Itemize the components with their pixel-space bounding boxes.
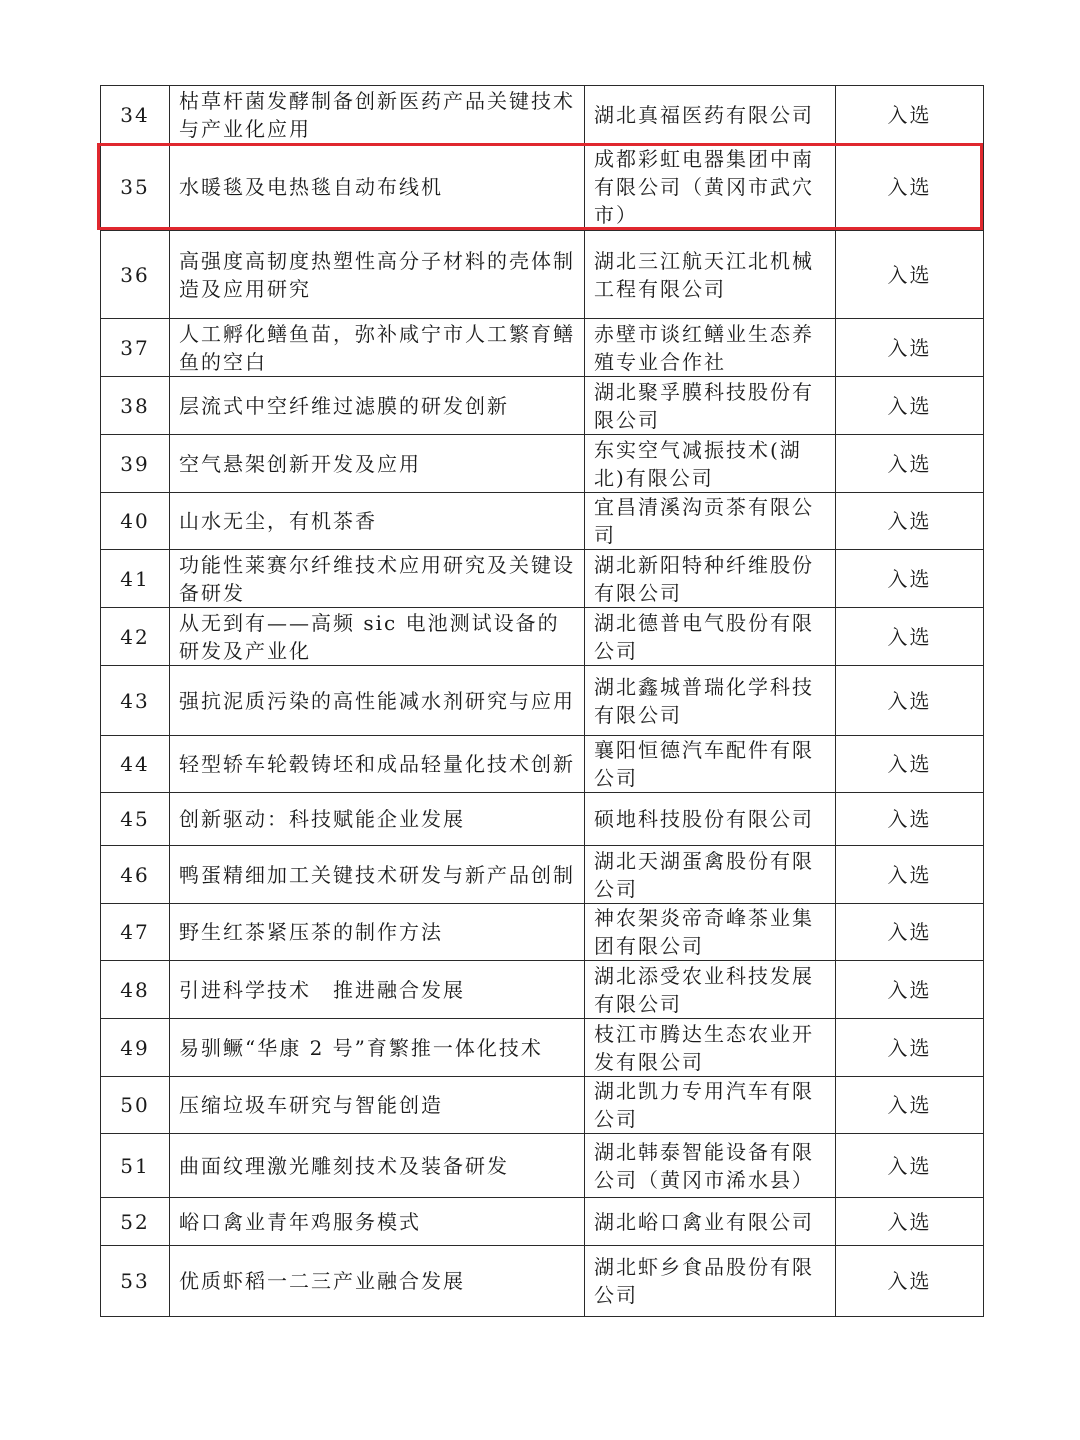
row-number: 34 (101, 86, 170, 144)
row-number: 45 (101, 793, 170, 846)
result-status: 入选 (836, 846, 984, 904)
project-name: 枯草杆菌发酵制备创新医药产品关键技术与产业化应用 (170, 86, 585, 144)
project-name: 山水无尘，有机茶香 (170, 493, 585, 550)
result-status: 入选 (836, 435, 984, 493)
organization-name: 湖北添受农业科技发展有限公司 (585, 961, 836, 1019)
organization-name: 赤壁市谈红鳝业生态养殖专业合作社 (585, 319, 836, 377)
table-row (101, 736, 984, 793)
row-number: 48 (101, 961, 170, 1019)
organization-name: 硕地科技股份有限公司 (585, 793, 836, 846)
result-status: 入选 (836, 1134, 984, 1198)
organization-name: 枝江市腾达生态农业开发有限公司 (585, 1019, 836, 1077)
table-row (101, 377, 984, 435)
result-status: 入选 (836, 550, 984, 608)
organization-name: 湖北德普电气股份有限公司 (585, 608, 836, 666)
organization-name: 湖北韩泰智能设备有限公司（黄冈市浠水县） (585, 1134, 836, 1198)
table-row (101, 550, 984, 608)
organization-name: 湖北凯力专用汽车有限公司 (585, 1077, 836, 1134)
result-status: 入选 (836, 86, 984, 144)
table-row (101, 793, 984, 846)
organization-name: 湖北三江航天江北机械工程有限公司 (585, 231, 836, 319)
row-number: 42 (101, 608, 170, 666)
project-table (100, 85, 984, 1317)
result-status: 入选 (836, 1198, 984, 1246)
table-row (101, 1019, 984, 1077)
table-row (101, 846, 984, 904)
table-row (101, 1246, 984, 1317)
project-name: 野生红茶紧压茶的制作方法 (170, 904, 585, 961)
project-name: 压缩垃圾车研究与智能创造 (170, 1077, 585, 1134)
row-number: 49 (101, 1019, 170, 1077)
project-name: 从无到有——高频 sic 电池测试设备的研发及产业化 (170, 608, 585, 666)
table-row (101, 961, 984, 1019)
row-number: 51 (101, 1134, 170, 1198)
project-name: 易驯鳜“华康 2 号”育繁推一体化技术 (170, 1019, 585, 1077)
row-number: 35 (101, 144, 170, 231)
table-row (101, 1198, 984, 1246)
result-status: 入选 (836, 319, 984, 377)
row-number: 41 (101, 550, 170, 608)
organization-name: 宜昌清溪沟贡茶有限公司 (585, 493, 836, 550)
project-name: 鸭蛋精细加工关键技术研发与新产品创制 (170, 846, 585, 904)
organization-name: 湖北天湖蛋禽股份有限公司 (585, 846, 836, 904)
organization-name: 湖北峪口禽业有限公司 (585, 1198, 836, 1246)
row-number: 53 (101, 1246, 170, 1317)
table-row (101, 435, 984, 493)
project-name: 人工孵化鳝鱼苗，弥补咸宁市人工繁育鳝鱼的空白 (170, 319, 585, 377)
project-name: 轻型轿车轮毂铸坯和成品轻量化技术创新 (170, 736, 585, 793)
table-row (101, 144, 984, 231)
table-row (101, 231, 984, 319)
table-row (101, 1077, 984, 1134)
row-number: 36 (101, 231, 170, 319)
row-number: 37 (101, 319, 170, 377)
result-status: 入选 (836, 666, 984, 736)
result-status: 入选 (836, 377, 984, 435)
result-status: 入选 (836, 493, 984, 550)
organization-name: 襄阳恒德汽车配件有限公司 (585, 736, 836, 793)
project-name: 引进科学技术 推进融合发展 (170, 961, 585, 1019)
row-number: 46 (101, 846, 170, 904)
project-name: 曲面纹理激光雕刻技术及装备研发 (170, 1134, 585, 1198)
project-name: 水暖毯及电热毯自动布线机 (170, 144, 585, 231)
row-number: 44 (101, 736, 170, 793)
row-number: 43 (101, 666, 170, 736)
result-status: 入选 (836, 144, 984, 231)
result-status: 入选 (836, 1246, 984, 1317)
project-name: 高强度高韧度热塑性高分子材料的壳体制造及应用研究 (170, 231, 585, 319)
row-number: 39 (101, 435, 170, 493)
project-name: 创新驱动：科技赋能企业发展 (170, 793, 585, 846)
project-name: 功能性莱赛尔纤维技术应用研究及关键设备研发 (170, 550, 585, 608)
row-number: 52 (101, 1198, 170, 1246)
organization-name: 东实空气减振技术(湖北)有限公司 (585, 435, 836, 493)
organization-name: 成都彩虹电器集团中南有限公司（黄冈市武穴市） (585, 144, 836, 231)
row-number: 38 (101, 377, 170, 435)
result-status: 入选 (836, 961, 984, 1019)
project-name: 空气悬架创新开发及应用 (170, 435, 585, 493)
organization-name: 湖北真福医药有限公司 (585, 86, 836, 144)
result-status: 入选 (836, 904, 984, 961)
table-row (101, 319, 984, 377)
row-number: 47 (101, 904, 170, 961)
table-row (101, 666, 984, 736)
result-status: 入选 (836, 231, 984, 319)
result-status: 入选 (836, 1077, 984, 1134)
table-row (101, 904, 984, 961)
project-name: 层流式中空纤维过滤膜的研发创新 (170, 377, 585, 435)
organization-name: 湖北聚孚膜科技股份有限公司 (585, 377, 836, 435)
row-number: 50 (101, 1077, 170, 1134)
project-name: 强抗泥质污染的高性能减水剂研究与应用 (170, 666, 585, 736)
table-row (101, 608, 984, 666)
result-status: 入选 (836, 1019, 984, 1077)
organization-name: 湖北鑫城普瑞化学科技有限公司 (585, 666, 836, 736)
project-name: 优质虾稻一二三产业融合发展 (170, 1246, 585, 1317)
table-row (101, 493, 984, 550)
organization-name: 湖北新阳特种纤维股份有限公司 (585, 550, 836, 608)
result-status: 入选 (836, 736, 984, 793)
result-status: 入选 (836, 793, 984, 846)
organization-name: 神农架炎帝奇峰茶业集团有限公司 (585, 904, 836, 961)
project-name: 峪口禽业青年鸡服务模式 (170, 1198, 585, 1246)
result-status: 入选 (836, 608, 984, 666)
row-number: 40 (101, 493, 170, 550)
table-row (101, 86, 984, 144)
table-row (101, 1134, 984, 1198)
organization-name: 湖北虾乡食品股份有限公司 (585, 1246, 836, 1317)
